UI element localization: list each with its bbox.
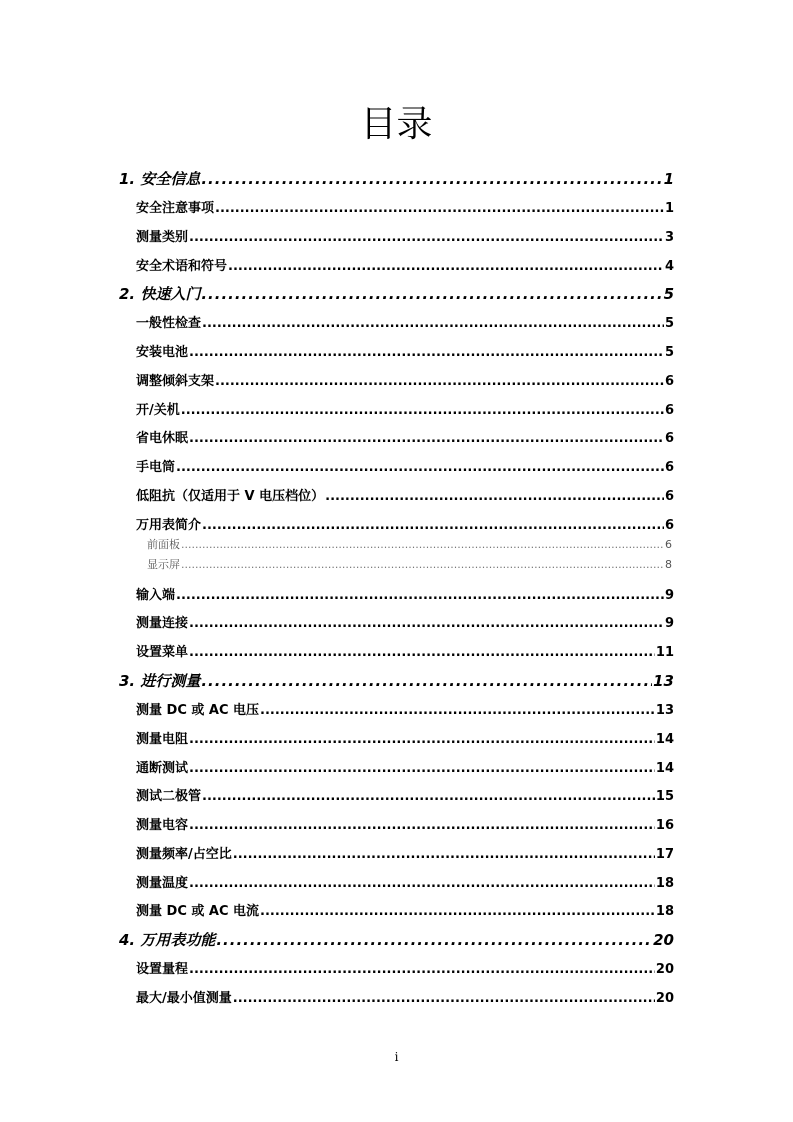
toc-entry-label: 测量温度 <box>136 876 189 891</box>
toc-entry[interactable] <box>136 456 674 475</box>
toc-entry-label: 万用表简介 <box>136 518 202 533</box>
toc-entry[interactable] <box>136 197 674 216</box>
dot-leader <box>176 460 664 475</box>
dot-leader <box>215 374 664 389</box>
toc-entry-label: 开/关机 <box>136 403 180 418</box>
toc-entry-page: 20 <box>655 991 674 1006</box>
toc-entry[interactable] <box>136 514 674 533</box>
toc-entry-label: 设置菜单 <box>136 645 189 660</box>
toc-entry[interactable] <box>136 699 674 718</box>
dot-leader <box>233 991 655 1006</box>
toc-entry[interactable] <box>136 399 674 418</box>
toc-entry-page: 13 <box>653 672 674 690</box>
toc-entry-page: 1 <box>664 201 674 216</box>
toc-entry-page: 16 <box>655 818 674 833</box>
dot-leader <box>216 931 652 949</box>
toc-entry-label: 调整倾斜支架 <box>136 374 215 389</box>
dot-leader <box>189 818 655 833</box>
toc-entry[interactable] <box>136 872 674 891</box>
toc-entry-page: 18 <box>655 876 674 891</box>
dot-leader <box>201 672 652 690</box>
toc-entry-page: 14 <box>655 761 674 776</box>
toc-entry-label: 显示屏 <box>147 558 180 571</box>
toc-title: 目录 <box>360 104 433 145</box>
dot-leader <box>189 761 655 776</box>
toc-entry-label: 手电筒 <box>136 460 176 475</box>
toc-entry[interactable] <box>136 785 674 804</box>
dot-leader <box>181 538 664 551</box>
dot-leader <box>202 518 664 533</box>
dot-leader <box>189 962 655 977</box>
dot-leader <box>325 489 664 504</box>
toc-entry-page: 6 <box>664 403 674 418</box>
dot-leader <box>189 230 664 245</box>
toc-entry[interactable] <box>136 641 674 660</box>
dot-leader <box>260 904 655 919</box>
toc-entry-label: 前面板 <box>147 538 180 551</box>
toc-entry[interactable] <box>136 485 674 504</box>
toc-entry-label: 测量电阻 <box>136 732 189 747</box>
dot-leader <box>215 201 664 216</box>
dot-leader <box>189 616 664 631</box>
toc-entry-page: 13 <box>655 703 674 718</box>
toc-entry-page: 4 <box>664 259 674 274</box>
toc-entry[interactable] <box>147 536 672 552</box>
toc-entry-page: 6 <box>664 374 674 389</box>
toc-entry-label: 安全注意事项 <box>136 201 215 216</box>
toc-entry-page: 9 <box>664 616 674 631</box>
toc-entry[interactable] <box>136 312 674 331</box>
toc-entry-page: 15 <box>655 789 674 804</box>
toc-entry-page: 5 <box>663 285 674 303</box>
toc-entry[interactable] <box>136 900 674 919</box>
toc-entry[interactable] <box>136 814 674 833</box>
toc-entry-page: 18 <box>655 904 674 919</box>
toc-entry[interactable] <box>136 757 674 776</box>
dot-leader <box>189 431 664 446</box>
toc-entry-label: 测量类别 <box>136 230 189 245</box>
toc-entry-label: 测量电容 <box>136 818 189 833</box>
dot-leader <box>201 285 662 303</box>
toc-entry-page: 1 <box>663 170 674 188</box>
toc-entry[interactable] <box>119 670 674 691</box>
toc-entry-label: 4. 万用表功能 <box>119 931 216 949</box>
toc-entry-label: 测量 DC 或 AC 电流 <box>136 904 260 919</box>
toc-entry-page: 9 <box>664 588 674 603</box>
dot-leader <box>201 170 662 188</box>
toc-entry-label: 测试二极管 <box>136 789 202 804</box>
toc-entry-label: 3. 进行测量 <box>119 672 201 690</box>
dot-leader <box>202 789 655 804</box>
toc-entry[interactable] <box>136 612 674 631</box>
toc-entry-page: 6 <box>664 460 674 475</box>
toc-entry-page: 3 <box>664 230 674 245</box>
dot-leader <box>176 588 664 603</box>
toc-entry-label: 输入端 <box>136 588 176 603</box>
dot-leader <box>189 732 655 747</box>
toc-entry-page: 6 <box>664 518 674 533</box>
toc-entry-page: 14 <box>655 732 674 747</box>
page-number: i <box>394 1050 399 1064</box>
dot-leader <box>181 403 664 418</box>
toc-entry-page: 6 <box>665 538 672 551</box>
toc-entry-page: 8 <box>665 558 672 571</box>
toc-entry-label: 测量频率/占空比 <box>136 847 232 862</box>
toc-entry-label: 最大/最小值测量 <box>136 991 232 1006</box>
toc-entry[interactable] <box>136 843 674 862</box>
toc-entry-label: 安全术语和符号 <box>136 259 228 274</box>
toc-entry-label: 设置量程 <box>136 962 189 977</box>
toc-entry[interactable] <box>136 987 674 1006</box>
toc-entry[interactable] <box>147 556 672 572</box>
toc-entry-page: 5 <box>664 345 674 360</box>
toc-entry-page: 20 <box>653 931 674 949</box>
dot-leader <box>189 645 655 660</box>
toc-entry[interactable] <box>119 929 674 950</box>
toc-entry-label: 测量 DC 或 AC 电压 <box>136 703 260 718</box>
toc-entry[interactable] <box>136 255 674 274</box>
toc-entry-label: 通断测试 <box>136 761 189 776</box>
toc-entry-page: 5 <box>664 316 674 331</box>
toc-entry[interactable] <box>119 283 674 304</box>
dot-leader <box>202 316 664 331</box>
toc-entry[interactable] <box>136 427 674 446</box>
toc-entry-label: 2. 快速入门 <box>119 285 201 303</box>
toc-entry[interactable] <box>136 958 674 977</box>
dot-leader <box>233 847 655 862</box>
toc-entry[interactable] <box>136 370 674 389</box>
toc-entry-page: 17 <box>655 847 674 862</box>
toc-entry-label: 测量连接 <box>136 616 189 631</box>
toc-entry-page: 11 <box>655 645 674 660</box>
dot-leader <box>189 876 655 891</box>
toc-entry-page: 6 <box>664 431 674 446</box>
toc-entry-label: 低阻抗（仅适用于 V 电压档位） <box>136 489 325 504</box>
dot-leader <box>189 345 664 360</box>
toc-entry[interactable] <box>136 728 674 747</box>
toc-entry-label: 1. 安全信息 <box>119 170 201 188</box>
toc-entry[interactable] <box>136 341 674 360</box>
toc-entry-label: 省电休眠 <box>136 431 189 446</box>
toc-entry-label: 安装电池 <box>136 345 189 360</box>
dot-leader <box>260 703 655 718</box>
toc-entry-page: 6 <box>664 489 674 504</box>
toc-entry[interactable] <box>119 168 674 189</box>
toc-entry[interactable] <box>136 226 674 245</box>
dot-leader <box>181 558 664 571</box>
toc-entry[interactable] <box>136 584 674 603</box>
dot-leader <box>228 259 664 274</box>
toc-entry-label: 一般性检查 <box>136 316 202 331</box>
toc-entry-page: 20 <box>655 962 674 977</box>
